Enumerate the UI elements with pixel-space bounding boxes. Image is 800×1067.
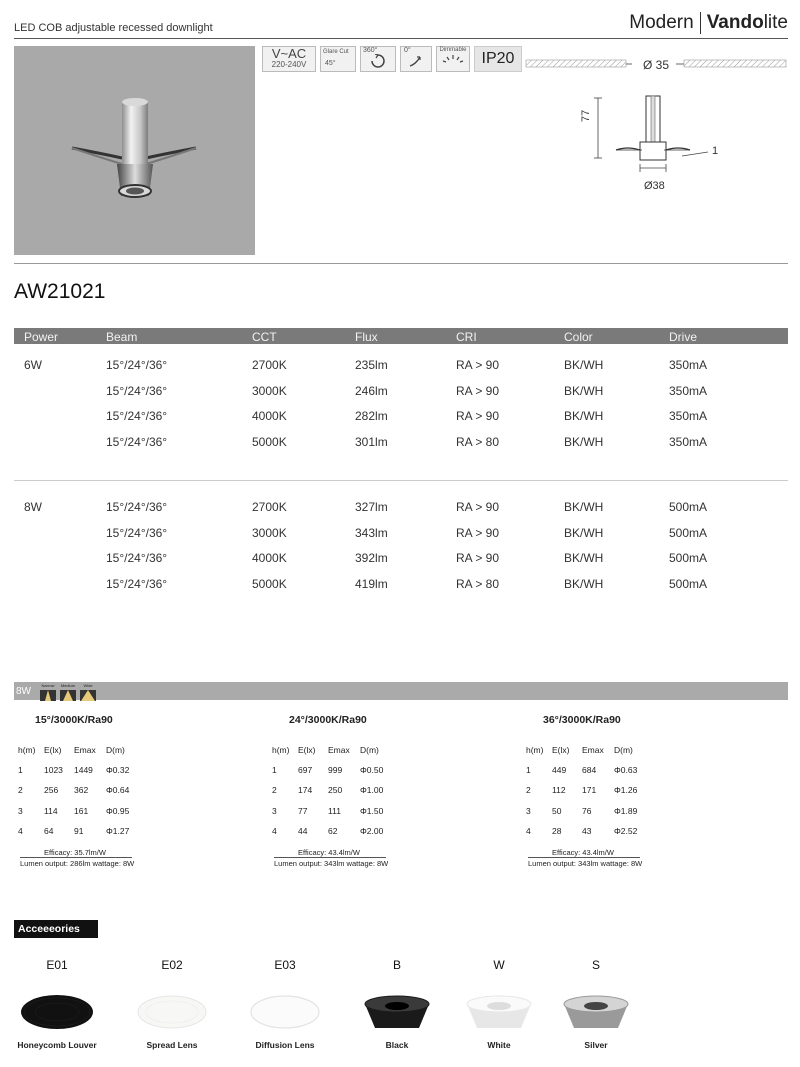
table-cell: 15°/24°/36° xyxy=(106,409,168,423)
table-cell: RA > 80 xyxy=(456,576,500,591)
beam-icon-label: Medium xyxy=(60,683,76,688)
photometry-cell: 77 xyxy=(298,805,308,816)
col-header-color: Color xyxy=(564,330,593,344)
table-cell: 15°/24°/36° xyxy=(106,358,168,372)
photometry-cell: Φ1.26 xyxy=(614,785,638,796)
accessory-code: E01 xyxy=(46,958,68,972)
photometry-cell: Φ2.00 xyxy=(360,825,384,836)
photometry-col-header: Emax xyxy=(582,745,604,755)
photometry-cell: 91 xyxy=(74,825,84,836)
dimmable-icon xyxy=(441,53,465,65)
accessory-code: W xyxy=(493,958,505,972)
photometry-cell: 250 xyxy=(328,785,343,796)
col-header-cri: CRI xyxy=(456,330,477,344)
table-cell: 350mA xyxy=(669,358,708,372)
header-rule xyxy=(14,38,788,39)
accessory-white-image xyxy=(461,990,537,1032)
photometry-cell: Φ1.00 xyxy=(360,785,384,796)
diameter-dimension: Ø38 xyxy=(644,180,665,192)
table-cell: 500mA xyxy=(669,551,708,565)
photometry-cell: 114 xyxy=(44,805,58,816)
table-cell: 343lm xyxy=(355,525,388,540)
voltage-range: 220-240V xyxy=(271,60,307,69)
table-cell: 15°/24°/36° xyxy=(106,434,168,449)
table-cell: 15°/24°/36° xyxy=(106,551,168,565)
photometry-bar xyxy=(14,682,788,700)
table-cell: RA > 90 xyxy=(456,409,500,423)
table-cell: 350mA xyxy=(669,409,708,423)
col-header-flux: Flux xyxy=(355,330,378,344)
table-cell: BK/WH xyxy=(564,409,604,423)
dimmable-spec xyxy=(436,46,470,72)
photometry-col-header: h(m) xyxy=(272,745,290,755)
table-cell: BK/WH xyxy=(564,358,604,372)
photometry-cell: 112 xyxy=(552,785,566,796)
photometry-cell: Φ2.52 xyxy=(614,825,638,836)
beam-wide-icon xyxy=(80,683,96,699)
accessory-code: S xyxy=(591,958,600,972)
photometry-cell: Φ1.89 xyxy=(614,805,638,816)
table-cell: RA > 90 xyxy=(456,525,500,540)
photometry-cell: 449 xyxy=(552,765,567,775)
photometry-cell: 174 xyxy=(298,785,313,796)
accessory-diffusion-lens-image xyxy=(247,990,323,1032)
beam-medium-icon xyxy=(60,683,76,699)
table-cell: 246lm xyxy=(355,383,388,398)
table-cell: 500mA xyxy=(669,525,708,540)
table-cell: 282lm xyxy=(355,409,388,423)
voltage-spec xyxy=(262,46,316,72)
photometry-cell: 999 xyxy=(328,765,343,775)
photometry-cell: Φ0.95 xyxy=(106,805,130,816)
photometry-cell: 1449 xyxy=(74,765,93,775)
photometry-cell: 50 xyxy=(552,805,562,816)
photometry-cell: 362 xyxy=(74,785,89,796)
beam-narrow-icon xyxy=(40,683,56,699)
table-cell: 15°/24°/36° xyxy=(106,383,168,398)
photometry-col-header: D(m) xyxy=(360,745,379,755)
lumen-output-text: Lumen output: 286lm wattage: 8W xyxy=(20,859,135,868)
beam-icon-label: Narrow xyxy=(41,683,55,688)
col-header-power: Power xyxy=(24,330,59,344)
table-cell: 327lm xyxy=(355,500,388,514)
photometry-title: 15°/3000K/Ra90 xyxy=(35,714,113,726)
table-cell: 5000K xyxy=(252,576,287,591)
brand-divider xyxy=(700,12,701,34)
accessories-title: Acceeeories xyxy=(14,920,98,938)
photometry-cell: 2 xyxy=(526,785,531,796)
photometry-cell: 43 xyxy=(582,825,592,836)
table-cell: RA > 90 xyxy=(456,383,500,398)
photometry-cell: 111 xyxy=(328,805,341,816)
brand-modern: Modern xyxy=(629,12,694,33)
efficacy-rule xyxy=(20,857,132,858)
product-photo xyxy=(14,46,255,255)
table-cell: 15°/24°/36° xyxy=(106,525,168,540)
accessory-code: E02 xyxy=(161,958,183,972)
power-cell: 6W xyxy=(24,358,42,372)
photometry-cell: 28 xyxy=(552,825,562,836)
photometry-cell: 1 xyxy=(18,765,23,775)
accessory-silver-image xyxy=(558,990,634,1032)
table-cell: BK/WH xyxy=(564,525,604,540)
photometry-col-header: E(lx) xyxy=(298,745,316,755)
thickness-dimension: 1 xyxy=(712,145,719,157)
accessory-name: Honeycomb Louver xyxy=(17,1040,97,1050)
lumen-output-text: Lumen output: 343lm wattage: 8W xyxy=(528,859,643,868)
accessory-name: Diffusion Lens xyxy=(255,1040,315,1050)
brand-logo xyxy=(629,12,788,34)
table-cell: 500mA xyxy=(669,576,708,591)
photometry-cell: 1 xyxy=(272,765,277,775)
table-cell: RA > 90 xyxy=(456,551,500,565)
photometry-cell: 2 xyxy=(272,785,277,796)
photometry-cell: 62 xyxy=(328,825,338,836)
photometry-cell: 76 xyxy=(582,805,592,816)
beam-icon-label: Wide xyxy=(83,683,93,688)
rotate-icon xyxy=(368,54,388,68)
photometry-col-header: E(lx) xyxy=(44,745,62,755)
photometry-cell: 1 xyxy=(526,765,531,775)
table-cell: 350mA xyxy=(669,383,708,398)
table-cell: 3000K xyxy=(252,525,287,540)
photometry-col-header: Emax xyxy=(74,745,96,755)
table-cell: RA > 90 xyxy=(456,358,500,372)
photometry-col-header: Emax xyxy=(328,745,350,755)
photometry-cell: Φ1.27 xyxy=(106,825,130,836)
glare-cut-spec xyxy=(320,46,356,72)
photometry-cell: 4 xyxy=(18,825,23,836)
photometry-col-header: h(m) xyxy=(18,745,36,755)
table-cell: RA > 80 xyxy=(456,434,500,449)
dimmable-label: Dimmable xyxy=(439,47,467,53)
table-cell: BK/WH xyxy=(564,576,604,591)
table-cell: BK/WH xyxy=(564,551,604,565)
table-cell: 350mA xyxy=(669,434,708,449)
photometry-cell: 697 xyxy=(298,765,313,775)
photometry-cell: 3 xyxy=(526,805,531,816)
photometry-cell: Φ1.50 xyxy=(360,805,384,816)
table-cell: 4000K xyxy=(252,409,287,423)
photometry-cell: Φ0.32 xyxy=(106,765,130,775)
col-header-drive: Drive xyxy=(669,330,698,344)
model-number: AW21021 xyxy=(14,280,106,303)
table-cell: 2700K xyxy=(252,358,287,372)
col-header-cct: CCT xyxy=(252,330,277,344)
table-cell: 15°/24°/36° xyxy=(106,576,168,591)
glare-cut-angle: 45° xyxy=(325,60,336,67)
photometry-power: 8W xyxy=(16,686,31,697)
accessory-spread-lens-image xyxy=(134,990,210,1032)
cutout-dimension: Ø 35 xyxy=(643,58,670,72)
height-dimension: 77 xyxy=(580,109,592,122)
brand-vando: Vando xyxy=(706,12,764,33)
photometry-col-header: D(m) xyxy=(614,745,633,755)
photometry-title: 24°/3000K/Ra90 xyxy=(289,714,367,726)
accessory-black-image xyxy=(359,990,435,1032)
section-rule xyxy=(14,263,788,264)
accessory-honeycomb-louver-image xyxy=(19,990,95,1032)
table-cell: 3000K xyxy=(252,383,287,398)
table-cell: 301lm xyxy=(355,434,388,449)
accessory-name: Spread Lens xyxy=(146,1040,198,1050)
accessory-code: E03 xyxy=(274,958,296,972)
table-cell: 2700K xyxy=(252,500,287,514)
tilt-spec xyxy=(400,46,432,72)
table-cell: RA > 90 xyxy=(456,500,500,514)
glare-cut-label: Glare Cut xyxy=(323,49,349,55)
photometry-cell: 684 xyxy=(582,765,597,775)
photometry-cell: 64 xyxy=(44,825,54,836)
photometry-cell: Φ0.50 xyxy=(360,765,384,775)
photometry-cell: 1023 xyxy=(44,765,63,775)
photometry-cell: 3 xyxy=(272,805,277,816)
photometry-cell: Φ0.63 xyxy=(614,765,638,775)
power-cell: 8W xyxy=(24,500,42,514)
rotation-label: 360° xyxy=(363,47,378,54)
photometry-cell: 4 xyxy=(272,825,277,836)
table-cell: 235lm xyxy=(355,358,388,372)
table-cell: BK/WH xyxy=(564,434,604,449)
product-subtitle: LED COB adjustable recessed downlight xyxy=(14,22,213,34)
photometry-cell: 171 xyxy=(582,785,597,796)
accessory-code: B xyxy=(392,958,401,972)
photometry-cell: 161 xyxy=(74,805,89,816)
photometry-col-header: D(m) xyxy=(106,745,125,755)
table-cell: 500mA xyxy=(669,500,708,514)
accessory-name: Silver xyxy=(584,1040,608,1050)
efficacy-text: Efficacy: 43.4lm/W xyxy=(552,848,614,857)
table-cell: BK/WH xyxy=(564,383,604,398)
photometry-cell: 256 xyxy=(44,785,59,796)
ip-rating: IP20 xyxy=(474,46,522,72)
accessory-name: White xyxy=(487,1040,511,1050)
tilt-icon xyxy=(406,54,426,68)
table-cell: 392lm xyxy=(355,551,388,565)
photometry-cell: 2 xyxy=(18,785,23,796)
photometry-title: 36°/3000K/Ra90 xyxy=(543,714,621,726)
photometry-cell: 3 xyxy=(18,805,23,816)
col-header-beam: Beam xyxy=(106,330,138,344)
efficacy-rule xyxy=(528,857,640,858)
brand-lite: lite xyxy=(763,12,788,33)
table-cell: 419lm xyxy=(355,576,388,591)
photometry-cell: Φ0.64 xyxy=(106,785,130,796)
photometry-cell: 4 xyxy=(526,825,531,836)
lumen-output-text: Lumen output: 343lm wattage: 8W xyxy=(274,859,389,868)
table-cell: 5000K xyxy=(252,434,287,449)
efficacy-text: Efficacy: 43.4lm/W xyxy=(298,848,360,857)
efficacy-text: Efficacy: 35.7lm/W xyxy=(44,848,106,857)
table-cell: 4000K xyxy=(252,551,287,565)
tilt-label: 0° xyxy=(404,47,411,54)
voltage-label: V~AC xyxy=(271,46,307,61)
photometry-col-header: h(m) xyxy=(526,745,544,755)
table-cell: BK/WH xyxy=(564,500,604,514)
group-divider xyxy=(14,480,788,481)
photometry-cell: 44 xyxy=(298,825,308,836)
rotation-spec xyxy=(360,46,396,72)
photometry-col-header: E(lx) xyxy=(552,745,570,755)
efficacy-rule xyxy=(274,857,386,858)
table-cell: 15°/24°/36° xyxy=(106,500,168,514)
accessory-name: Black xyxy=(385,1040,409,1050)
